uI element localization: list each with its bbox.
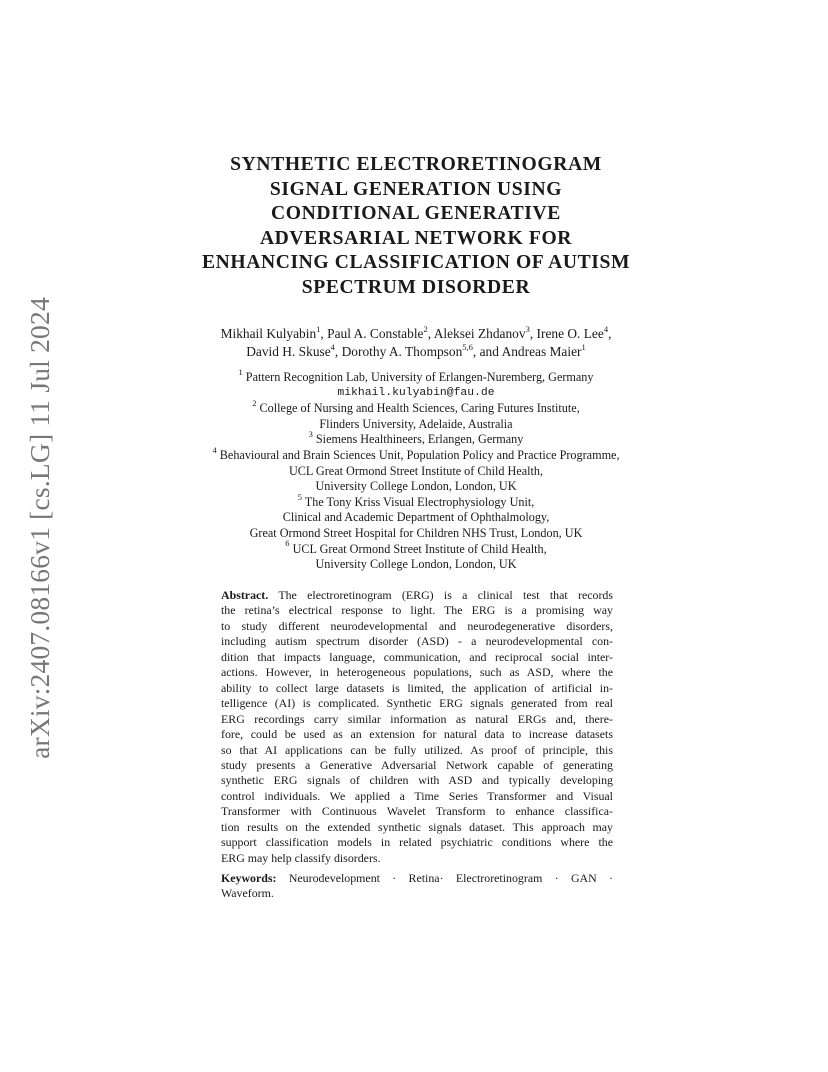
affiliation-line: Great Ormond Street Hospital for Children NHS Trust, London, UK (249, 525, 583, 540)
keywords-line: Waveform. (221, 886, 274, 901)
keywords-line (221, 871, 613, 886)
author-name: Aleksei Zhdanov (433, 326, 526, 341)
author-affiliation-mark: 1 (581, 341, 586, 352)
author-name: Dorothy A. Thompson (341, 344, 463, 359)
affiliation-line (150, 491, 682, 511)
author-separator: , (427, 326, 432, 341)
author-email: mikhail.kulyabin@fau.de (337, 386, 495, 399)
author-separator: , (320, 326, 324, 341)
keywords-text: Neurodevelopment · Retina· Electroretinogram · GAN · (288, 871, 613, 885)
abstract-line: ERG recordings carry similar information as natural ERGs and, there- (221, 711, 613, 726)
author-line (150, 325, 682, 343)
abstract-line: including autism spectrum disorder (ASD) - a neurodevelopmental con- (221, 634, 613, 649)
affiliation-number: 4 (212, 444, 217, 455)
author-separator: , (334, 344, 339, 359)
affiliation-line (150, 398, 682, 417)
abstract-line: support classification models in related psychiatric conditions where the (221, 835, 613, 850)
affiliation-line: UCL Great Ormond Street Institute of Child Health, (288, 463, 544, 478)
title-line: SYNTHETIC ELECTRORETINOGRAM (230, 154, 602, 175)
abstract-line: control individuals. We applied a Time Series Transformer and Visual (221, 788, 613, 803)
affiliation-number: 6 (285, 538, 290, 549)
abstract-line: to study different neurodevelopmental and neurodegenerative disorders, (221, 618, 613, 633)
affiliation-number: 2 (252, 398, 257, 409)
affiliation-number: 3 (308, 429, 313, 440)
abstract-line (221, 588, 613, 603)
abstract-line: Transformer with Continuous Wavelet Transform to enhance classifica- (221, 804, 613, 819)
abstract-label: Abstract. (221, 588, 269, 602)
abstract-line: actions. However, in heterogeneous populations, such as ASD, where the (221, 665, 613, 680)
abstract-line: tion results on the extended synthetic signals dataset. This approach may (221, 819, 613, 834)
affiliation-line (150, 429, 682, 448)
author-affiliation-mark: 2 (423, 323, 428, 334)
author-line (150, 343, 682, 361)
affiliation-number: 5 (297, 491, 302, 502)
author-name: Paul A. Constable (327, 326, 424, 341)
affiliation-line: University College London, London, UK (315, 479, 517, 494)
affiliation-text: UCL Great Ormond Street Institute of Child Health, (292, 541, 547, 556)
keywords (221, 871, 613, 902)
abstract-line: ERG may help classify disorders. (221, 850, 381, 865)
author-affiliation-mark: 4 (330, 341, 335, 352)
affiliation-line: Flinders University, Adelaide, Australia (319, 416, 513, 431)
affiliation-line (150, 538, 682, 558)
author-affiliation-mark: 4 (603, 323, 609, 334)
author-separator: , (529, 326, 534, 341)
title-line: ADVERSARIAL NETWORK FOR (259, 227, 573, 249)
affiliation-line (150, 444, 682, 464)
arxiv-identifier-text: arXiv:2407.08166v1 [cs.LG] 11 Jul 2024 (24, 297, 55, 759)
author-name: Andreas Maier (501, 344, 582, 359)
abstract-line: telligence (AI) is complicated. Synthetic ERG signals generated from real (221, 696, 613, 711)
keywords-label: Keywords: (221, 871, 277, 885)
abstract-line: synthetic ERG signals of children with ASD and typically developing (221, 773, 613, 788)
abstract-line: fore, could be used as an extension for natural data to increase datasets (221, 727, 613, 742)
author-name: Mikhail Kulyabin (220, 326, 317, 341)
author-list (150, 325, 682, 361)
author-name: David H. Skuse (246, 344, 331, 359)
affiliations (150, 366, 682, 573)
affiliation-text: College of Nursing and Health Sciences, Caring Futures Institute, (259, 401, 580, 416)
author-name: Irene O. Lee (536, 326, 604, 341)
abstract (221, 588, 613, 866)
title-line: SIGNAL GENERATION USING (269, 178, 563, 200)
author-affiliation-mark: 3 (525, 323, 530, 334)
affiliation-text: The Tony Kriss Visual Electrophysiology Unit, (304, 494, 535, 509)
author-affiliation-mark: 5,6 (462, 341, 473, 352)
paper-title (150, 153, 682, 301)
abstract-line: so that AI applications can be fully utilized. As proof of principle, this (221, 742, 613, 757)
arxiv-side-identifier (24, 297, 55, 759)
title-line: ENHANCING CLASSIFICATION OF AUTISM (201, 252, 631, 274)
affiliation-text: Siemens Healthineers, Erlangen, Germany (315, 432, 524, 447)
affiliation-line: Clinical and Academic Department of Ophthalmology, (282, 510, 550, 525)
abstract-line: the retina’s electrical response to light. The ERG is a promising way (221, 603, 613, 618)
abstract-line: dition that impacts language, communication, and reciprocal social inter- (221, 649, 613, 664)
abstract-line: study presents a Generative Adversarial Network capable of generating (221, 757, 613, 772)
affiliation-line: University College London, London, UK (315, 557, 517, 572)
title-line: SPECTRUM DISORDER (301, 276, 531, 298)
author-affiliation-mark: 1 (316, 323, 321, 334)
affiliation-text: Behavioural and Brain Sciences Unit, Population Policy and Practice Programme, (219, 447, 620, 462)
abstract-line: ability to collect large datasets is limited, the application of artificial in- (221, 680, 613, 695)
author-separator: , (608, 326, 612, 341)
abstract-text: The electroretinogram (ERG) is a clinical test that records (278, 588, 613, 602)
affiliation-number: 1 (238, 366, 243, 377)
title-line: CONDITIONAL GENERATIVE (271, 203, 561, 225)
affiliation-line (150, 366, 682, 386)
affiliation-text: Pattern Recognition Lab, University of Erlangen-Nuremberg, Germany (245, 370, 594, 384)
author-separator: , and (472, 344, 499, 359)
